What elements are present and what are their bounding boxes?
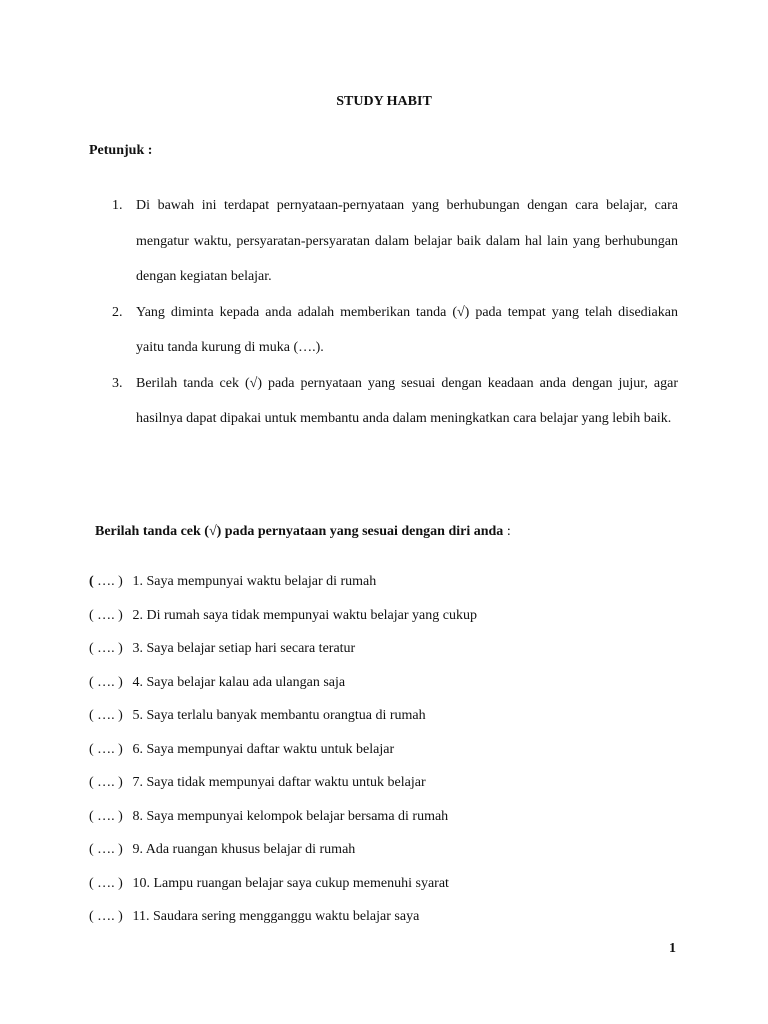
item-text: Saya belajar kalau ada ulangan saja [146, 674, 346, 690]
check-paren-open: ( [89, 875, 94, 891]
check-blank[interactable] [89, 905, 129, 929]
instruction-number: 1. [112, 198, 123, 213]
check-paren-close: ) [118, 574, 123, 589]
check-dots: …. [93, 741, 119, 757]
check-paren-open: ( [89, 574, 94, 589]
item-text: Saya belajar setiap hari secara teratur [146, 641, 356, 656]
check-paren-open: ( [89, 842, 94, 857]
item-number: 7. [132, 775, 143, 790]
checklist-item [89, 805, 477, 839]
check-blank[interactable] [89, 604, 129, 628]
check-paren-close: ) [118, 909, 123, 924]
item-number: 4. [132, 674, 143, 690]
item-text: Saya mempunyai daftar waktu untuk belajar [146, 741, 395, 757]
instructions-heading: Petunjuk : [89, 143, 153, 158]
check-blank[interactable] [89, 671, 129, 695]
check-paren-open: ( [89, 708, 94, 723]
instruction-text: Yang diminta kepada anda adalah memberikan tanda (√) pada tempat yang telah disediakan yaitu tanda kurung di muka (….). [136, 304, 678, 355]
checklist-item [89, 637, 477, 671]
item-number: 1. [132, 574, 143, 589]
check-dots: …. [93, 808, 119, 824]
check-paren-open: ( [89, 607, 94, 623]
check-paren-close: ) [118, 875, 123, 891]
check-dots: …. [93, 607, 119, 623]
check-paren-close: ) [118, 641, 123, 656]
prompt-colon: : [503, 524, 511, 539]
checklist-items [89, 570, 477, 939]
check-blank[interactable] [89, 637, 129, 661]
item-text: Saya mempunyai waktu belajar di rumah [146, 574, 377, 589]
item-text: Ada ruangan khusus belajar di rumah [145, 842, 356, 857]
document-title: STUDY HABIT [336, 94, 432, 109]
check-paren-close: ) [118, 808, 123, 824]
checklist-item [89, 570, 477, 604]
check-blank[interactable] [89, 738, 129, 762]
check-paren-close: ) [118, 607, 123, 623]
check-paren-close: ) [118, 708, 123, 723]
item-text: Saya mempunyai kelompok belajar bersama di rumah [146, 808, 449, 824]
check-paren-open: ( [89, 741, 94, 757]
check-blank[interactable] [89, 838, 129, 862]
check-blank[interactable] [89, 872, 129, 896]
instruction-number: 3. [112, 375, 123, 391]
check-dots: …. [93, 842, 119, 857]
checklist-item [89, 872, 477, 906]
instruction-number: 2. [112, 304, 123, 320]
instruction-item [112, 295, 678, 366]
check-dots: …. [93, 909, 119, 924]
checklist-item [89, 604, 477, 638]
item-text: Lampu ruangan belajar saya cukup memenuhi syarat [153, 875, 449, 891]
item-number: 10. [132, 875, 150, 891]
checklist-item [89, 771, 477, 805]
item-number: 3. [132, 641, 143, 656]
item-number: 2. [132, 607, 143, 623]
checklist-item [89, 704, 477, 738]
item-number: 8. [132, 808, 143, 824]
item-number: 6. [132, 741, 143, 757]
checklist-prompt [95, 524, 511, 540]
check-paren-close: ) [118, 741, 123, 757]
item-text: Saudara sering mengganggu waktu belajar saya [152, 909, 420, 924]
item-text: Saya terlalu banyak membantu orangtua di rumah [146, 708, 426, 723]
item-number: 9. [132, 842, 143, 857]
instructions-list [112, 188, 678, 437]
check-dots: …. [93, 674, 119, 690]
check-blank[interactable] [89, 771, 129, 795]
check-blank[interactable] [89, 805, 129, 829]
checklist-item [89, 738, 477, 772]
check-paren-close: ) [118, 842, 123, 857]
check-paren-open: ( [89, 808, 94, 824]
check-dots: …. [93, 775, 119, 790]
check-dots: …. [93, 641, 119, 656]
check-paren-open: ( [89, 775, 94, 790]
checklist-item [89, 838, 477, 872]
check-paren-open: ( [89, 674, 94, 690]
check-blank[interactable] [89, 570, 129, 594]
prompt-text: Berilah tanda cek (√) pada pernyataan yang sesuai dengan diri anda [95, 524, 504, 539]
check-paren-close: ) [118, 674, 123, 690]
item-number: 11. [132, 909, 150, 924]
check-dots: …. [93, 875, 119, 891]
check-paren-open: ( [89, 641, 94, 656]
item-text: Di rumah saya tidak mempunyai waktu belajar yang cukup [146, 607, 477, 623]
check-dots: …. [93, 574, 119, 589]
item-text: Saya tidak mempunyai daftar waktu untuk belajar [146, 775, 426, 790]
page-number: 1 [669, 941, 676, 956]
instruction-text: Berilah tanda cek (√) pada pernyataan yang sesuai dengan keadaan anda dengan jujur, agar hasilnya dapat dipakai untuk membantu anda dalam meningkatkan cara belajar yang lebih baik. [136, 375, 678, 426]
item-number: 5. [132, 708, 143, 723]
check-paren-close: ) [118, 775, 123, 790]
check-blank[interactable] [89, 704, 129, 728]
instruction-text: Di bawah ini terdapat pernyataan-pernyataan yang berhubungan dengan cara belajar, cara mengatur waktu, persyaratan-persyaratan dalam belajar baik dalam hal lain yang berhubungan dengan kegiatan belajar. [136, 198, 678, 284]
instruction-item [112, 366, 678, 437]
checklist-item [89, 671, 477, 705]
checklist-item [89, 905, 477, 939]
check-dots: …. [93, 708, 119, 723]
instruction-item [112, 188, 678, 295]
check-paren-open: ( [89, 909, 94, 924]
